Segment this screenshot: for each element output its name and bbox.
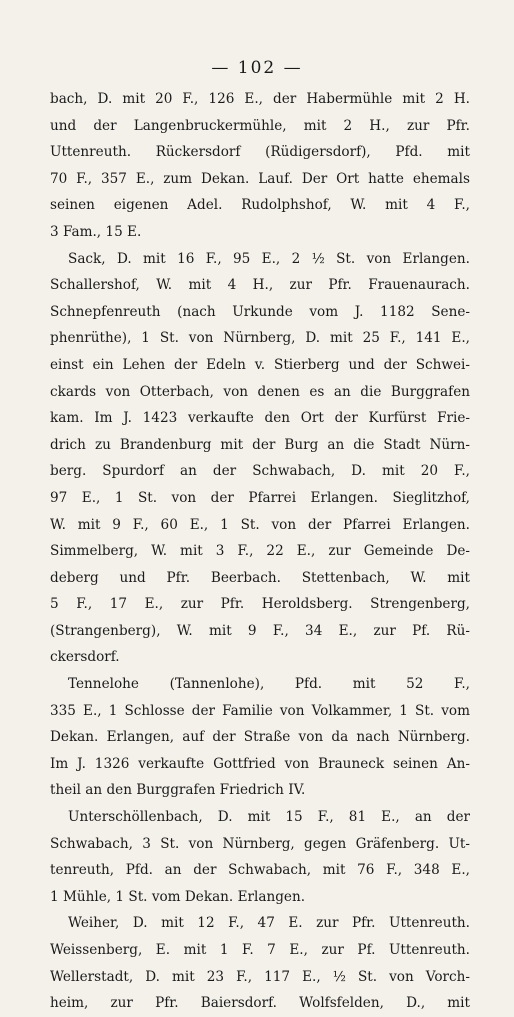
text-line: Sack, D. mit 16 F., 95 E., 2 ½ St. von Erlangen. bbox=[68, 250, 470, 267]
text-body bbox=[50, 86, 470, 1017]
text-line: phenrüthe), 1 St. von Nürnberg, D. mit 25 F., 141 E., bbox=[50, 330, 470, 347]
text-line: Schallershof, W. mit 4 H., zur Pfr. Frauenaurach. bbox=[50, 277, 470, 294]
text-line: kam. Im J. 1423 verkaufte den Ort der Kurfürst Frie- bbox=[50, 410, 470, 427]
text-line: Tennelohe (Tannenlohe), Pfd. mit 52 F., bbox=[68, 676, 470, 693]
text-line: 1 Mühle, 1 St. vom Dekan. Erlangen. bbox=[50, 888, 306, 905]
text-line: (Strangenberg), W. mit 9 F., 34 E., zur Pf. Rü- bbox=[50, 622, 470, 639]
text-line: W. mit 9 F., 60 E., 1 St. von der Pfarrei Erlangen. bbox=[50, 516, 470, 533]
text-line: ckards von Otterbach, von denen es an die Burggrafen bbox=[50, 383, 470, 400]
text-line: 3 Fam., 15 E. bbox=[50, 223, 142, 240]
text-line: Simmelberg, W. mit 3 F., 22 E., zur Gemeinde De- bbox=[50, 543, 470, 560]
text-line: drich zu Brandenburg mit der Burg an die Stadt Nürn- bbox=[50, 436, 470, 453]
text-line: einst ein Lehen der Edeln v. Stierberg und der Schwei- bbox=[50, 356, 470, 373]
text-line: tenreuth, Pfd. an der Schwabach, mit 76 F., 348 E., bbox=[50, 862, 470, 879]
text-line: deberg und Pfr. Beerbach. Stettenbach, W. mit bbox=[50, 569, 470, 586]
text-line: Schnepfenreuth (nach Urkunde vom J. 1182 Sene- bbox=[50, 303, 470, 320]
text-line: berg. Spurdorf an der Schwabach, D. mit 20 F., bbox=[50, 463, 470, 480]
text-line: 5 F., 17 E., zur Pfr. Heroldsberg. Strengenberg, bbox=[50, 596, 470, 613]
text-line: 335 E., 1 Schlosse der Familie von Volkammer, 1 St. vom bbox=[50, 702, 470, 719]
text-line: seinen eigenen Adel. Rudolphshof, W. mit 4 F., bbox=[50, 197, 470, 214]
text-line: und der Langenbruckermühle, mit 2 H., zur Pfr. bbox=[50, 117, 470, 134]
text-line: 70 F., 357 E., zum Dekan. Lauf. Der Ort hatte ehemals bbox=[50, 170, 470, 187]
text-line: Weissenberg, E. mit 1 F. 7 E., zur Pf. Uttenreuth. bbox=[50, 942, 470, 958]
page-number: — 102 — bbox=[211, 58, 303, 78]
text-line: Uttenreuth. Rückersdorf (Rüdigersdorf), Pfd. mit bbox=[50, 144, 470, 161]
text-line: Im J. 1326 verkaufte Gottfried von Brauneck seinen An- bbox=[50, 755, 470, 772]
text-line: Wellerstadt, D. mit 23 F., 117 E., ½ St. von Vorch- bbox=[50, 968, 470, 985]
text-line: heim, zur Pfr. Baiersdorf. Wolfsfelden, D., mit bbox=[50, 995, 470, 1012]
text-line: Dekan. Erlangen, auf der Straße von da nach Nürnberg. bbox=[50, 729, 470, 746]
text-line: 97 E., 1 St. von der Pfarrei Erlangen. Sieglitzhof, bbox=[50, 489, 470, 506]
text-line: Weiher, D. mit 12 F., 47 E. zur Pfr. Uttenreuth. bbox=[68, 915, 470, 932]
text-line: Unterschöllenbach, D. mit 15 F., 81 E., an der bbox=[68, 809, 470, 826]
text-line: bach, D. mit 20 F., 126 E., der Habermühle mit 2 H. bbox=[50, 91, 470, 107]
text-line: Schwabach, 3 St. von Nürnberg, gegen Gräfenberg. Ut- bbox=[50, 835, 470, 852]
text-line: theil an den Burggrafen Friedrich IV. bbox=[50, 782, 306, 799]
text-line: ckersdorf. bbox=[50, 649, 120, 666]
